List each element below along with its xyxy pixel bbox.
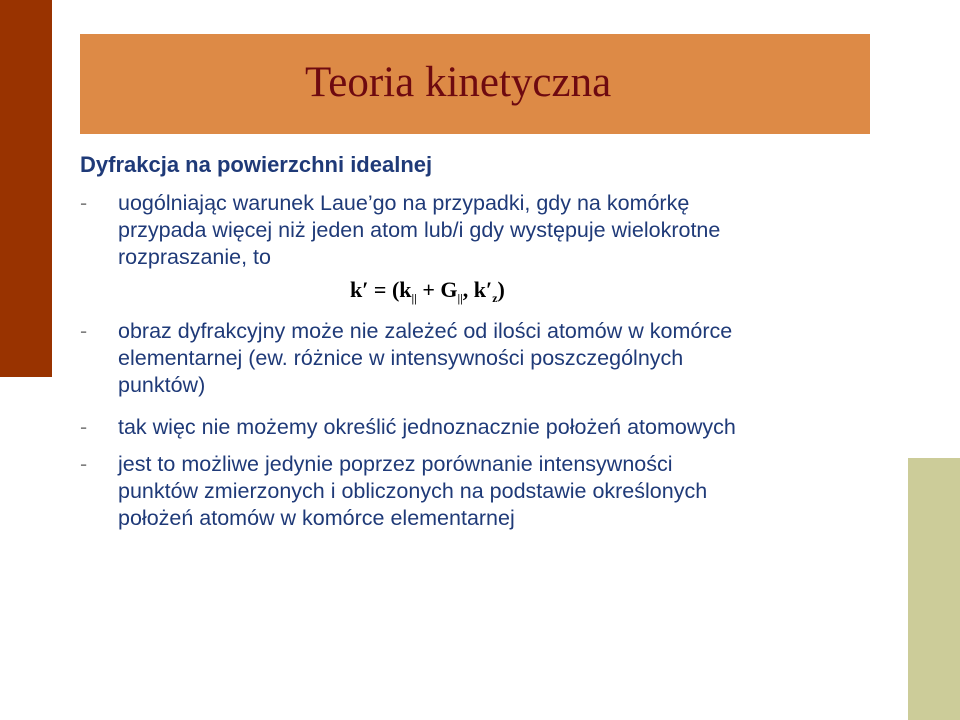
formula-sub-parallel-g: ||	[457, 291, 463, 305]
left-accent-bar	[0, 0, 52, 377]
bullet-item	[80, 318, 890, 399]
bullet-line: obraz dyfrakcyjny może nie zależeć od ilości atomów w komórce	[118, 319, 733, 343]
formula-rhs: , k′	[462, 277, 493, 302]
bullet-line: przypada więcej niż jeden atom lub/i gdy występuje wielokrotne	[118, 218, 721, 242]
bullet-line: położeń atomów w komórce elementarnej	[118, 506, 515, 530]
bullet-dash: -	[80, 319, 88, 343]
formula	[350, 275, 505, 313]
slide-title: Teoria kinetyczna	[305, 59, 612, 106]
bullet-line: jest to możliwe jedynie poprzez porównanie intensywności	[118, 452, 673, 476]
bullet-line: elementarnej (ew. różnice w intensywności poszczególnych	[118, 346, 684, 370]
bullet-dash: -	[80, 415, 88, 439]
bullet-line: punktów)	[118, 373, 206, 397]
section-heading: Dyfrakcja na powierzchni idealnej	[80, 152, 433, 177]
bullet-line: uogólniając warunek Laue’go na przypadki, gdy na komórkę	[118, 191, 690, 215]
bullet-dash: -	[80, 191, 88, 215]
formula-sub-z: z	[492, 291, 498, 305]
formula-sub-parallel: ||	[411, 291, 417, 305]
bullet-dash: -	[80, 452, 88, 476]
bullet-item	[80, 190, 890, 271]
bullet-line: punktów zmierzonych i obliczonych na podstawie określonych	[118, 479, 708, 503]
bullet-line: rozpraszanie, to	[118, 245, 271, 269]
formula-end: )	[497, 277, 505, 302]
right-accent-bar	[908, 458, 960, 720]
formula-lhs: k′ = (k	[350, 277, 412, 302]
formula-mid: + G	[416, 277, 458, 302]
bullet-item	[80, 414, 890, 441]
bullet-item	[80, 451, 890, 532]
bullet-line: tak więc nie możemy określić jednoznacznie położeń atomowych	[118, 415, 736, 439]
